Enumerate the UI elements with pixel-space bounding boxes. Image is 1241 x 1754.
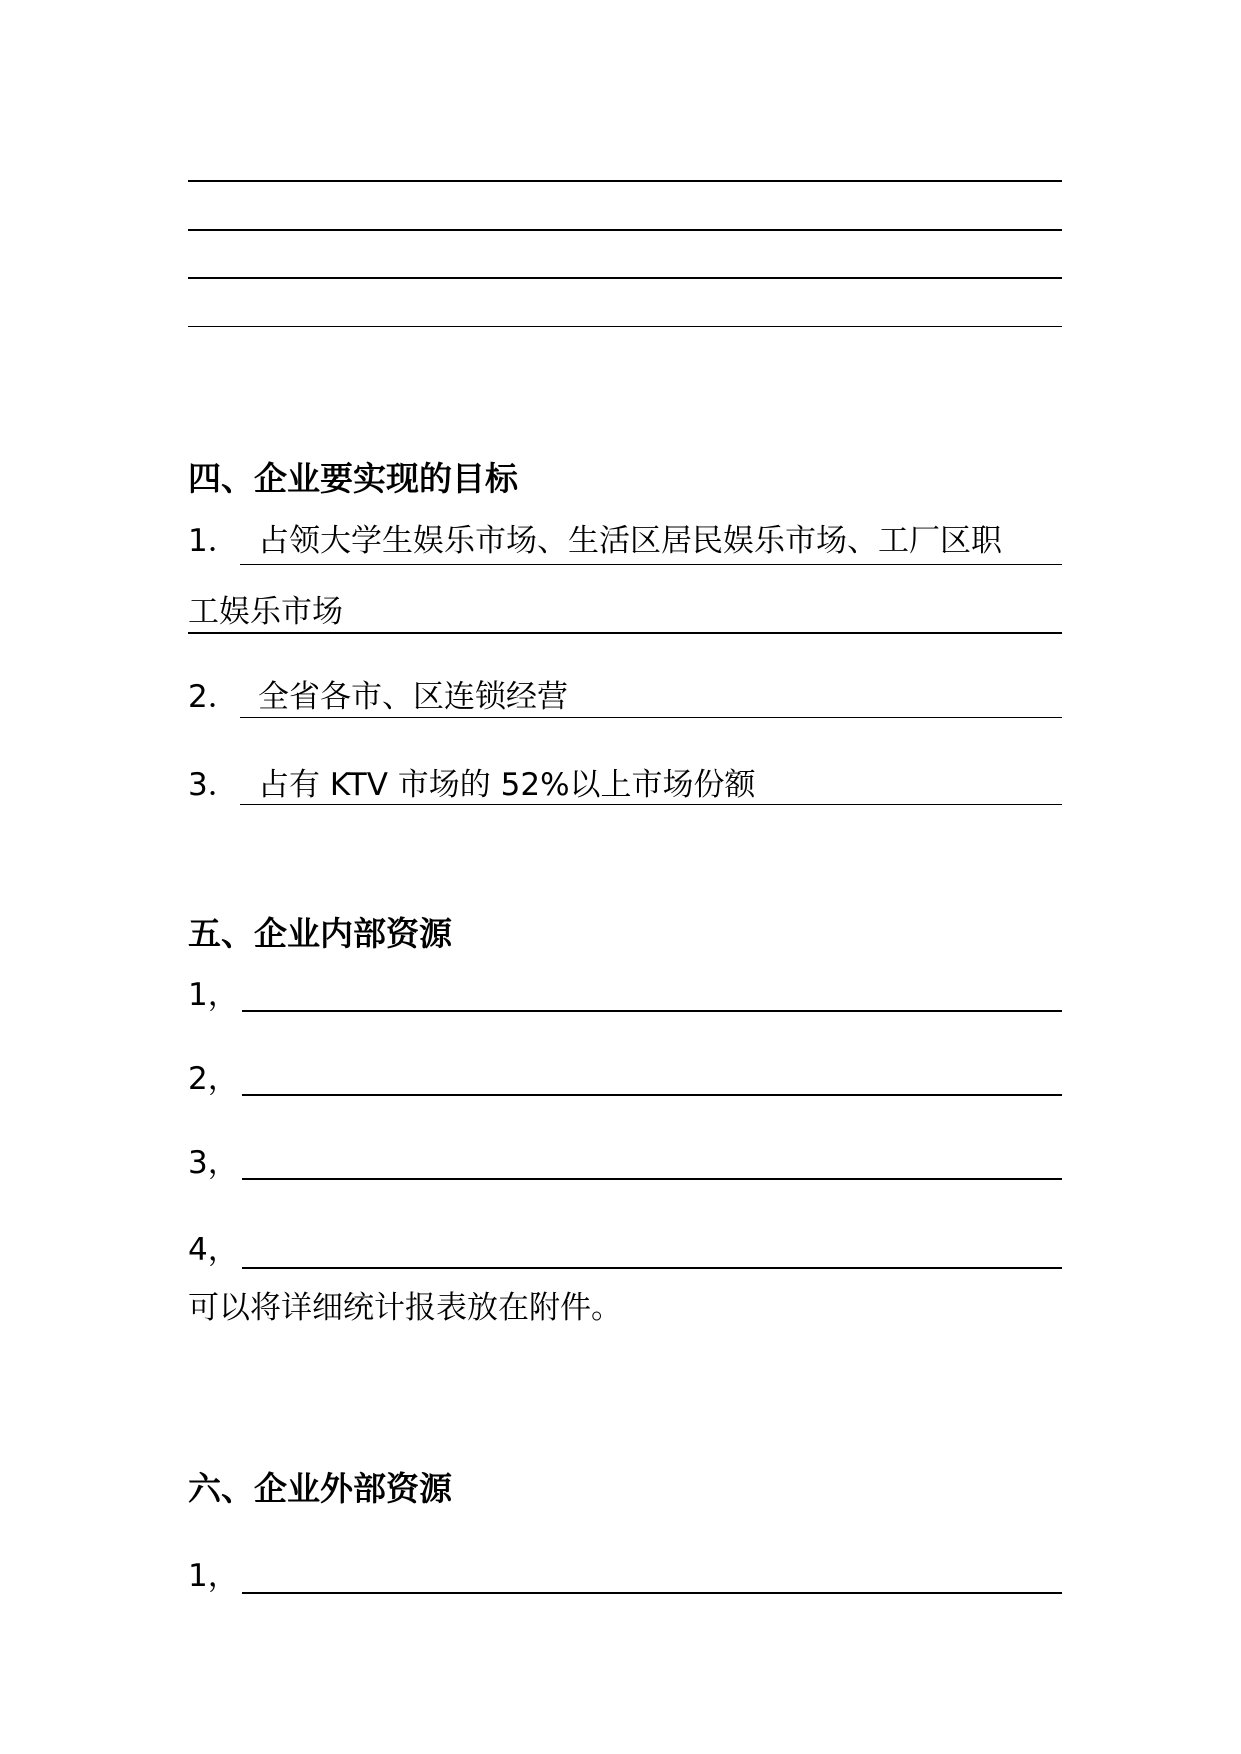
- blank-line-3: [188, 277, 1062, 279]
- section4-item3-text: 占有 KTV 市场的 52%以上市场份额: [258, 767, 756, 803]
- section4-item2-underline: [240, 717, 1062, 718]
- section4-item1-text: 占领大学生娱乐市场、生活区居民娱乐市场、工厂区职: [258, 523, 1002, 559]
- section4-item1-text-cont: 工娱乐市场: [188, 594, 343, 630]
- section5-note: 可以将详细统计报表放在附件。: [188, 1290, 622, 1326]
- section5-item3-number: 3，: [188, 1145, 239, 1181]
- section5-heading: 五、企业内部资源: [188, 914, 452, 953]
- section4-item1-underline-2: [188, 632, 1062, 634]
- section4-item1-number: 1．: [188, 523, 239, 559]
- section4-item2-text: 全省各市、区连锁经营: [258, 679, 568, 715]
- section5-item1-line: [242, 1010, 1062, 1012]
- blank-line-1: [188, 180, 1062, 182]
- section6-item1-number: 1，: [188, 1558, 239, 1594]
- section5-item1-number: 1，: [188, 977, 239, 1013]
- blank-line-4: [188, 326, 1062, 327]
- section4-item1-underline-1: [240, 564, 1062, 565]
- section5-item2-line: [242, 1094, 1062, 1096]
- section5-item4-line: [242, 1267, 1062, 1269]
- section4-heading: 四、企业要实现的目标: [188, 459, 518, 498]
- section5-item4-number: 4，: [188, 1232, 239, 1268]
- section5-item3-line: [242, 1178, 1062, 1180]
- section4-item2-number: 2．: [188, 679, 239, 715]
- section6-heading: 六、企业外部资源: [188, 1469, 452, 1508]
- section5-item2-number: 2，: [188, 1061, 239, 1097]
- blank-line-2: [188, 229, 1062, 231]
- section4-item3-number: 3．: [188, 767, 239, 803]
- section4-item3-underline: [240, 804, 1062, 805]
- section6-item1-line: [242, 1592, 1062, 1594]
